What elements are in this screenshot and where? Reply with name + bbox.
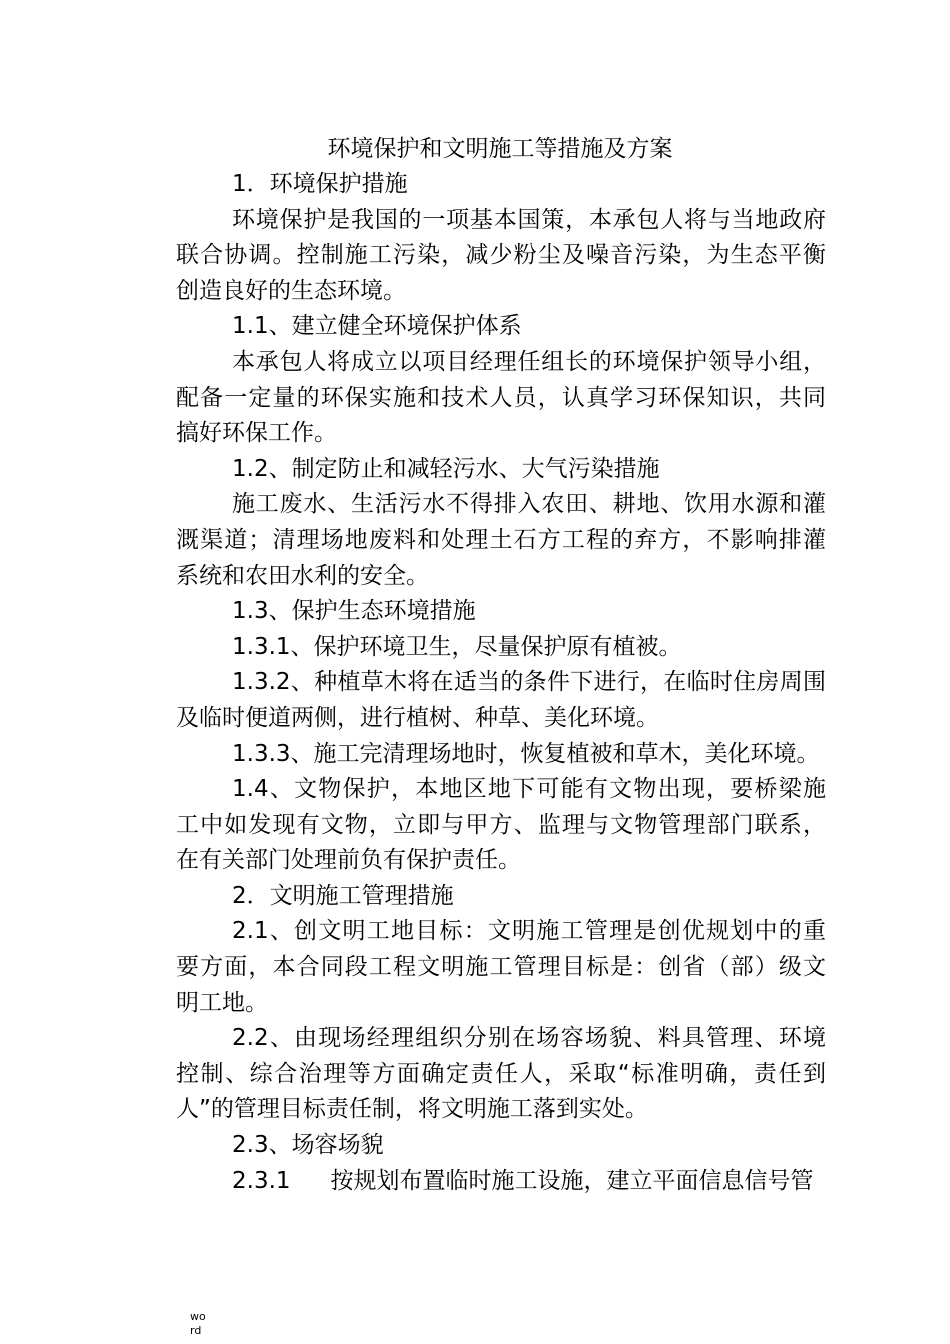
paragraph-line: 溉渠道；清理场地废料和处理土石方工程的弃方，不影响排灌 bbox=[176, 526, 826, 553]
footer-label: word bbox=[190, 1310, 206, 1337]
paragraph-line: 2.2、由现场经理组织分别在场容场貌、料具管理、环境 bbox=[232, 1025, 826, 1052]
heading-2-3: 2.3、场容场貌 bbox=[232, 1132, 384, 1159]
paragraph-line: 及临时便道两侧，进行植树、种草、美化环境。 bbox=[176, 704, 659, 731]
item-text: 按规划布置临时施工设施，建立平面信息信号管 bbox=[330, 1167, 814, 1194]
item-number: 2.3.1 bbox=[232, 1167, 291, 1194]
paragraph-line: 本承包人将成立以项目经理任组长的环境保护领导小组， bbox=[232, 348, 826, 375]
paragraph-line: 在有关部门处理前负有保护责任。 bbox=[176, 847, 521, 874]
heading-1-3: 1.3、保护生态环境措施 bbox=[232, 598, 476, 625]
paragraph-line: 要方面，本合同段工程文明施工管理目标是：创省（部）级文 bbox=[176, 954, 826, 981]
paragraph-line: 明工地。 bbox=[176, 989, 268, 1016]
paragraph-line: 工中如发现有文物，立即与甲方、监理与文物管理部门联系， bbox=[176, 811, 826, 838]
paragraph-line-last bbox=[176, 1164, 826, 1200]
heading-1-2: 1.2、制定防止和减轻污水、大气污染措施 bbox=[232, 455, 660, 482]
paragraph-line: 人”的管理目标责任制，将文明施工落到实处。 bbox=[176, 1096, 648, 1123]
paragraph-line: 1.3.2、种植草木将在适当的条件下进行，在临时住房周围 bbox=[232, 669, 826, 696]
paragraph-line: 1.4、文物保护，本地区地下可能有文物出现，要桥梁施 bbox=[232, 776, 826, 803]
document-body bbox=[176, 167, 826, 1199]
paragraph-line: 创造良好的生态环境。 bbox=[176, 277, 406, 304]
paragraph-line: 施工废水、生活污水不得排入农田、耕地、饮用水源和灌 bbox=[232, 491, 826, 518]
document-title: 环境保护和文明施工等措施及方案 bbox=[327, 136, 673, 162]
paragraph-line: 配备一定量的环保实施和技术人员，认真学习环保知识，共同 bbox=[176, 384, 826, 411]
paragraph-line: 搞好环保工作。 bbox=[176, 420, 337, 447]
heading-1: 1．环境保护措施 bbox=[232, 171, 408, 197]
paragraph-line: 1.3.3、施工完清理场地时，恢复植被和草木，美化环境。 bbox=[232, 740, 820, 767]
paragraph-line: 2.1、创文明工地目标：文明施工管理是创优规划中的重 bbox=[232, 918, 826, 945]
paragraph-line: 控制、综合治理等方面确定责任人，采取“标准明确，责任到 bbox=[176, 1060, 826, 1087]
paragraph-line: 1.3.1、保护环境卫生，尽量保护原有植被。 bbox=[232, 633, 682, 660]
heading-1-1: 1.1、建立健全环境保护体系 bbox=[232, 313, 522, 340]
paragraph-line: 联合协调。控制施工污染，减少粉尘及噪音污染，为生态平衡 bbox=[176, 242, 826, 269]
heading-2: 2．文明施工管理措施 bbox=[232, 882, 454, 909]
paragraph-line: 环境保护是我国的一项基本国策，本承包人将与当地政府 bbox=[232, 206, 826, 233]
paragraph-line: 系统和农田水利的安全。 bbox=[176, 562, 429, 589]
